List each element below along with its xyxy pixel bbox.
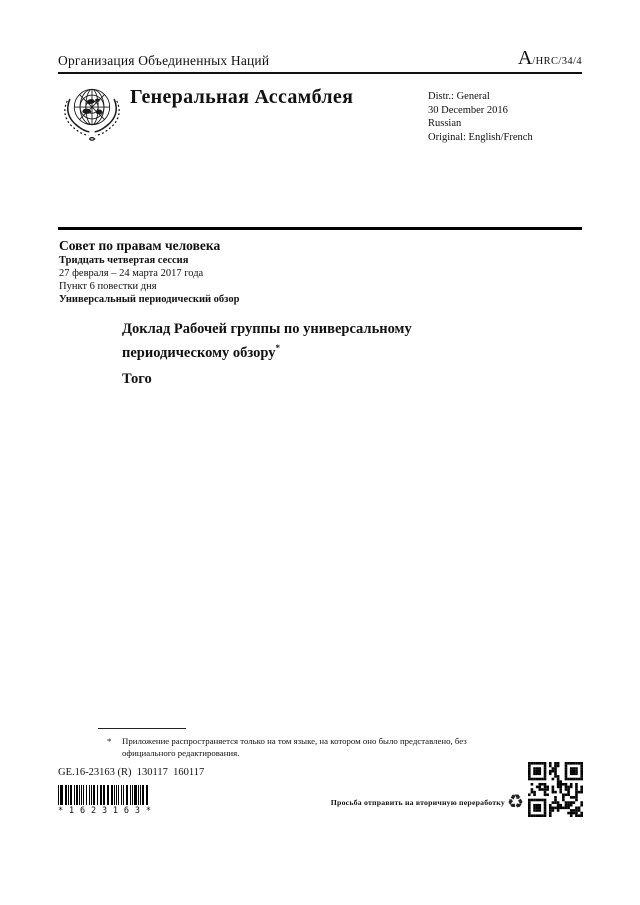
barcode-digit: 3 (101, 806, 108, 816)
barcode-digit: 3 (134, 806, 141, 816)
session-block (59, 237, 239, 306)
footnote (107, 736, 469, 759)
original-language-line: Original: English/French (428, 131, 533, 143)
header-rule (58, 72, 582, 74)
session-dates: 27 февраля – 24 марта 2017 года (59, 268, 204, 279)
barcode-digit: * (145, 806, 151, 816)
assembly-title: Генеральная Ассамблея (130, 86, 354, 108)
recycle-icon: ♻ (506, 791, 524, 813)
recycle-text: Просьба отправить на вторичную переработку (330, 798, 505, 807)
country-name: Того (122, 371, 152, 387)
session-number: Тридцать четвертая сессия (59, 255, 189, 266)
org-name: Организация Объединенных Наций (58, 53, 270, 68)
barcode-digit: 2 (90, 806, 97, 816)
document-symbol (518, 48, 582, 69)
distr-line: Distr.: General (428, 91, 490, 102)
barcode-digit: * (58, 806, 64, 816)
footnote-marker: * (107, 736, 112, 746)
un-emblem-icon (60, 84, 124, 151)
recycle-line (0, 793, 524, 812)
date-line: 30 December 2016 (428, 104, 508, 116)
footnote-separator (98, 728, 186, 729)
barcode-digit: 1 (112, 806, 119, 816)
distribution-block (428, 90, 533, 144)
report-title (122, 320, 452, 363)
document-symbol-prefix: A (517, 47, 533, 69)
report-title-text: Доклад Рабочей группы по универсальному периодическому обзору (122, 321, 412, 361)
title-footnote-marker: * (275, 343, 280, 353)
barcode-digit: 6 (123, 806, 130, 816)
council-name: Совет по правам человека (59, 238, 221, 253)
document-symbol-suffix: /HRC/34/4 (532, 56, 582, 67)
language-line: Russian (428, 118, 462, 129)
qr-code (528, 762, 583, 817)
ge-number: GE.16-23163 (R) 130117 160117 (58, 767, 205, 778)
barcode-digit: 6 (79, 806, 86, 816)
section-rule (58, 227, 582, 230)
agenda-title: Универсальный периодический обзор (59, 294, 240, 305)
barcode-digit: 1 (68, 806, 75, 816)
agenda-item: Пункт 6 повестки дня (59, 281, 157, 292)
footnote-text: Приложение распространяется только на том языке, на котором оно было представлено, без официального редактирования. (122, 736, 467, 758)
